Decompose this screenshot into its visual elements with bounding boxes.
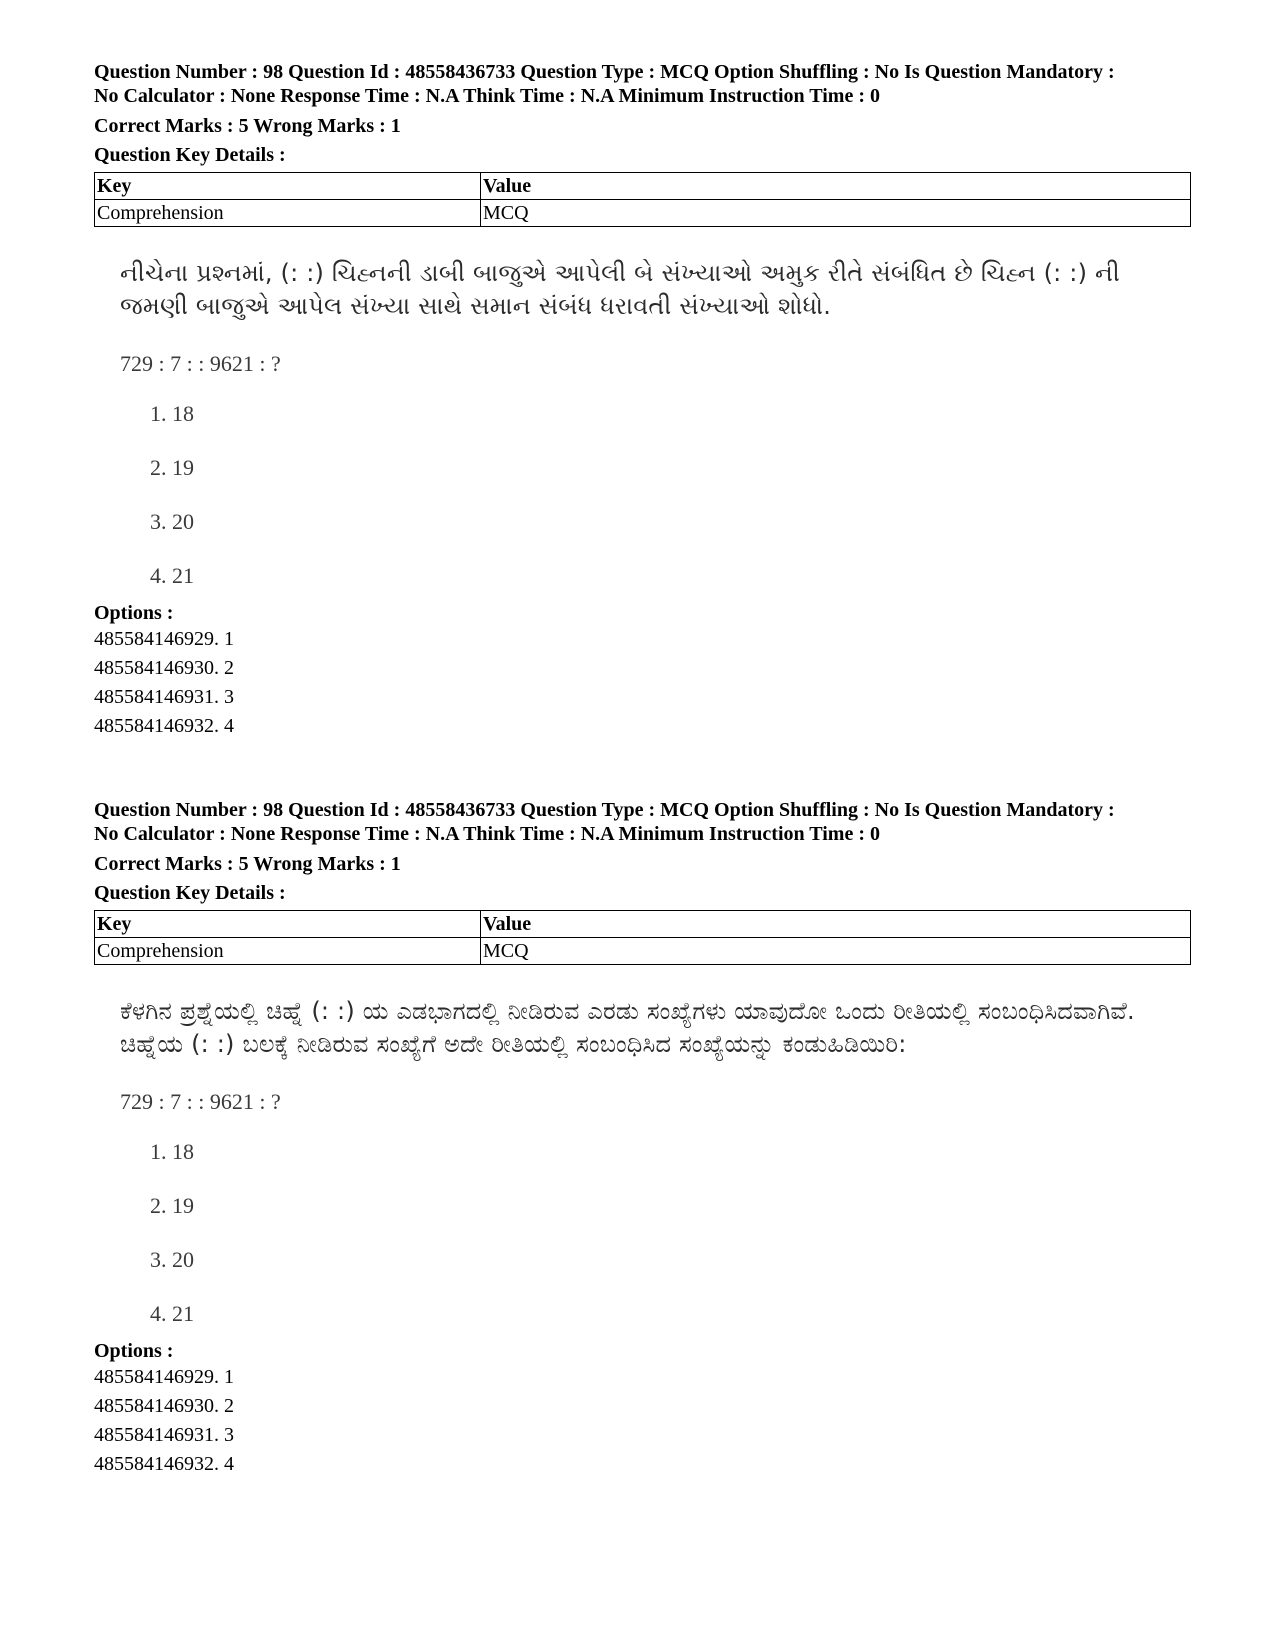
option-item: 485584146929. 1 [94,628,234,650]
question-block-2 [94,798,1194,1479]
options-list [94,1363,1194,1479]
option-item: 485584146931. 3 [94,1424,234,1446]
choice-item: 2. 19 [150,455,194,480]
table-row [95,200,1191,227]
choice-item: 2. 19 [150,1193,194,1218]
question-image [120,257,1194,593]
table-cell-key: Comprehension [95,200,481,227]
options-list [94,625,1194,741]
option-item: 485584146931. 3 [94,686,234,708]
key-details-table [94,910,1191,965]
table-cell-value: MCQ [481,938,1191,965]
key-details-table [94,172,1191,227]
table-header-key: Key [95,911,481,938]
table-header-key: Key [95,173,481,200]
choice-item: 4. 21 [150,563,194,588]
question-expression: 729 : 7 : : 9621 : ? [120,351,281,376]
table-header-value: Value [481,173,1191,200]
table-row [95,938,1191,965]
question-text: ಕೆಳಗಿನ ಪ್ರಶ್ನೆಯಲ್ಲಿ ಚಿಹ್ನೆ (: :) ಯ ಎಡಭಾಗದಲ್ಲಿ ನೀಡಿರುವ ಎರಡು ಸಂಖ್ಯೆಗಳು ಯಾವುದೋ ಒಂದು ರೀತಿಯಲ್ಲಿ ಸಂಬಂಧಿಸಿದವಾಗಿವೆ. ಚಿಹ್ನೆಯ (: :) ಬಲಕ್ಕೆ ನೀಡಿರುವ ಸಂಖ್ಯೆಗೆ ಅದೇ ರೀತಿಯಲ್ಲಿ ಸಂಬಂಧಿಸಿದ ಸಂಖ್ಯೆಯನ್ನು ಕಂಡುಹಿಡಿಯಿರಿ: [120,997,1135,1058]
option-item: 485584146932. 4 [94,715,234,737]
table-cell-value: MCQ [481,200,1191,227]
choice-item: 1. 18 [150,401,194,426]
question-meta-line-1: Question Number : 98 Question Id : 48558436733 Question Type : MCQ Option Shuffling : No Is Question Mandatory : [94,61,1115,83]
question-meta-line-1: Question Number : 98 Question Id : 48558436733 Question Type : MCQ Option Shuffling : No Is Question Mandatory : [94,799,1115,821]
table-header-row [95,911,1191,938]
question-choices [150,1139,1194,1331]
choice-item: 4. 21 [150,1301,194,1326]
question-meta-line-2: No Calculator : None Response Time : N.A Think Time : N.A Minimum Instruction Time : 0 [94,823,880,845]
marks-info: Correct Marks : 5 Wrong Marks : 1 [94,853,401,875]
option-item: 485584146930. 2 [94,657,234,679]
question-choices [150,401,1194,593]
choice-item: 3. 20 [150,1247,194,1272]
options-label: Options : [94,602,174,624]
table-header-row [95,173,1191,200]
table-cell-key: Comprehension [95,938,481,965]
option-item: 485584146930. 2 [94,1395,234,1417]
options-label: Options : [94,1340,174,1362]
question-meta [94,798,1194,846]
marks-info: Correct Marks : 5 Wrong Marks : 1 [94,115,401,137]
key-details-label: Question Key Details : [94,144,286,166]
table-header-value: Value [481,911,1191,938]
question-meta [94,60,1194,108]
choice-item: 1. 18 [150,1139,194,1164]
question-block-1 [94,60,1194,741]
question-meta-line-2: No Calculator : None Response Time : N.A Think Time : N.A Minimum Instruction Time : 0 [94,85,880,107]
choice-item: 3. 20 [150,509,194,534]
question-text: નીચેના પ્રશ્નમાં, (: :) ચિહ્નની ડાબી બાજુએ આપેલી બે સંખ્યાઓ અમુક રીતે સંબંધિત છે ચિહ્ન (: :) ની જમણી બાજુએ આપેલ સંખ્યા સાથે સમાન સંબંધ ધરાવતી સંખ્યાઓ શોધો. [120,259,1120,320]
option-item: 485584146932. 4 [94,1453,234,1475]
question-image [120,995,1194,1331]
key-details-label: Question Key Details : [94,882,286,904]
question-expression: 729 : 7 : : 9621 : ? [120,1089,281,1114]
option-item: 485584146929. 1 [94,1366,234,1388]
